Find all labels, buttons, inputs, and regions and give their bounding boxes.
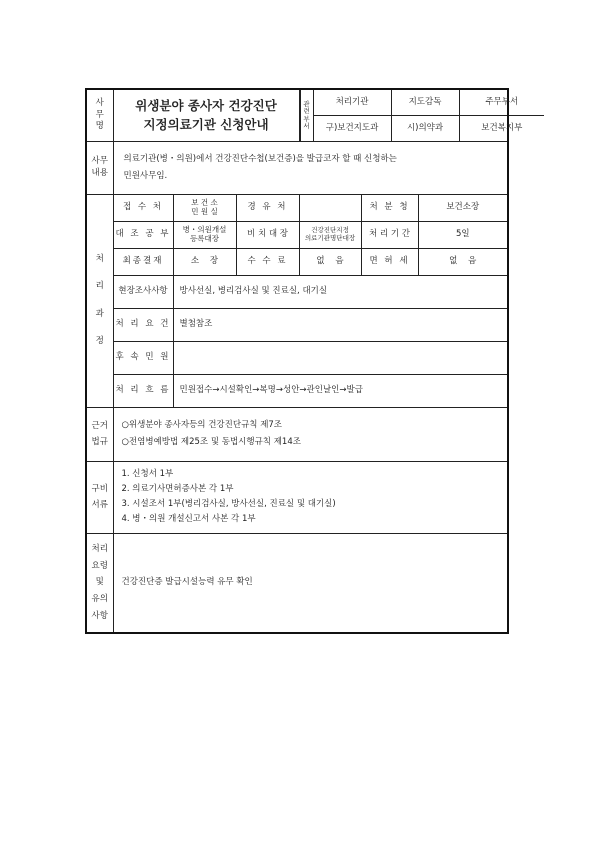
related-dept-table: [300, 90, 545, 141]
requirements-label: 처 리 요 건: [113, 308, 173, 341]
main-dept-value: 보건복지부: [459, 116, 544, 142]
legal-basis-label: 근거 법규: [86, 407, 113, 461]
notes-text: 건강진단증 발급시설능력 유무 확인: [113, 533, 508, 633]
kept-ledger-label: 비 치 대 장: [236, 221, 299, 248]
via-label: 경 유 처: [236, 194, 299, 221]
disposal-label: 처 분 청: [361, 194, 418, 221]
document-title: 위생분야 종사자 건강진단 지정의료기관 신청안내: [113, 89, 299, 141]
processing-agency-value: 구)보건지도과: [313, 116, 391, 142]
main-dept-header: 주무부서: [459, 90, 544, 116]
inspection-label: 현장조사사항: [113, 275, 173, 308]
guide-form-table: [85, 88, 523, 634]
documents-list: [113, 461, 508, 533]
document-item: 3. 시설조서 1부(병리검사실, 방사선실, 진료실 및 대기실): [121, 499, 336, 509]
receipt-label: 접 수 처: [113, 194, 173, 221]
legal-basis-item: ○전염병예방법 제25조 및 동법시행규칙 제14조: [121, 437, 301, 447]
notes-label: 처리 요령 및 유의 사항: [86, 533, 113, 633]
approver-label: 최종결재: [113, 248, 173, 275]
documents-label: 구비 서류: [86, 461, 113, 533]
related-dept-label: 관 련 부 서: [300, 90, 313, 141]
process-label: 처 리 과 정: [86, 194, 113, 407]
inspection-value: 방사선실, 병리검사실 및 진료실, 대기실: [173, 275, 508, 308]
ledger-value: 병・의원개설 등록대장: [173, 221, 236, 248]
kept-ledger-value: 건강진단지정 의료기관명단대장: [299, 221, 361, 248]
document-item: 1. 신청서 1부: [121, 469, 174, 480]
ledger-label: 대 조 공 부: [113, 221, 173, 248]
flow-value: 민원접수→시설확인→복명→성안→관인날인→발급: [173, 374, 508, 407]
affairs-content-label: 사무 내용: [86, 141, 113, 194]
period-label: 처 리 기 간: [361, 221, 418, 248]
legal-basis-item: ○위생분야 종사자등의 건강진단규칙 제7조: [121, 420, 283, 430]
approver-value: 소 장: [173, 248, 236, 275]
supervision-header: 지도감독: [391, 90, 459, 116]
followup-label: 후 속 민 원: [113, 341, 173, 374]
fee-label: 수 수 료: [236, 248, 299, 275]
license-tax-label: 면 허 세: [361, 248, 418, 275]
affairs-name-label: 사 무 명: [86, 89, 113, 141]
period-value: 5일: [418, 221, 508, 248]
processing-agency-header: 처리기관: [313, 90, 391, 116]
document-item: 2. 의료기사면허증사본 각 1부: [121, 484, 234, 495]
supervision-value: 시)의약과: [391, 116, 459, 142]
receipt-value: 보 건 소 민 원 실: [173, 194, 236, 221]
legal-basis-list: [113, 407, 508, 461]
flow-label: 처 리 흐 름: [113, 374, 173, 407]
document-item: 4. 병・의원 개설신고서 사본 각 1부: [121, 513, 256, 524]
fee-value: 없 음: [299, 248, 361, 275]
via-value: [299, 194, 361, 221]
license-tax-value: 없 음: [418, 248, 508, 275]
requirements-value: 별첨참조: [173, 308, 508, 341]
affairs-content-text: 의료기관(병・의원)에서 건강진단수첩(보건증)을 발급코자 할 때 신청하는 민원사무임.: [113, 141, 508, 194]
followup-value: [173, 341, 508, 374]
disposal-value: 보건소장: [418, 194, 508, 221]
